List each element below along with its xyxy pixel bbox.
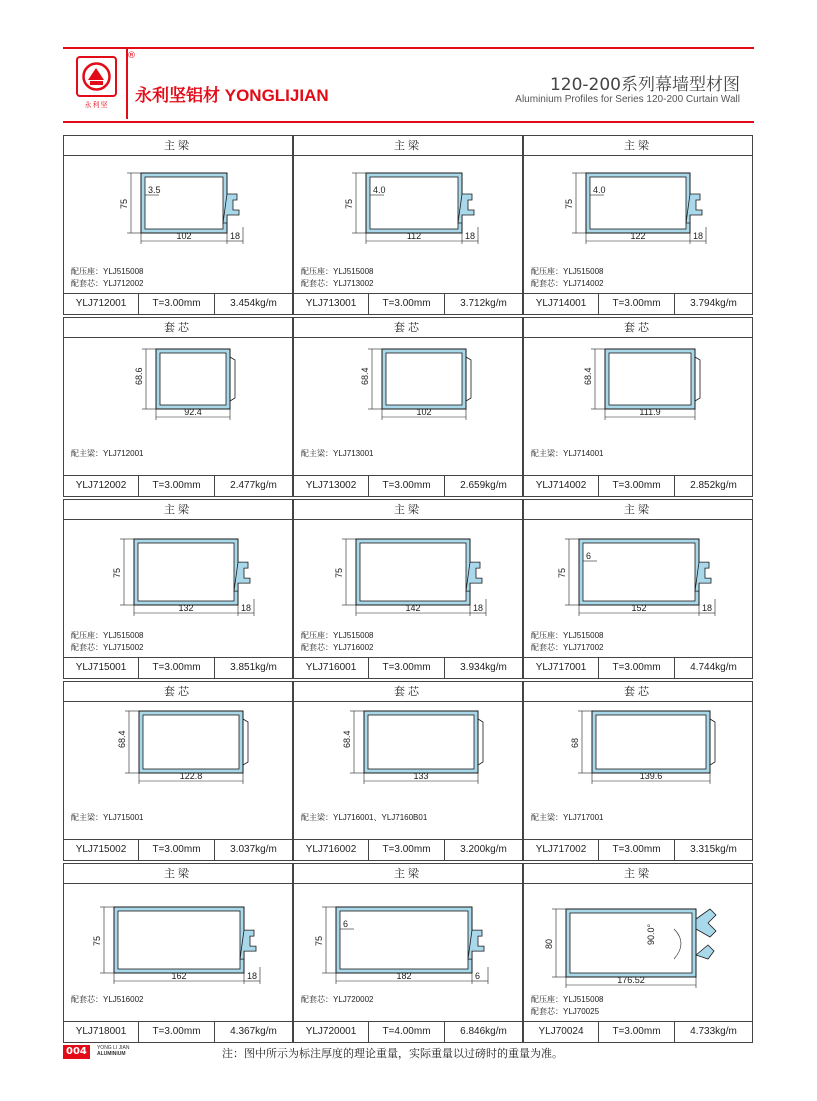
- spec-row: [294, 1021, 522, 1042]
- profile-thickness: T=3.00mm: [368, 294, 445, 314]
- profile-type: 套芯: [294, 682, 522, 702]
- dim-extension: 18: [230, 231, 241, 241]
- profile-note: 配套芯：YLJ717002: [531, 643, 604, 652]
- spec-row: [524, 475, 752, 496]
- profile-weight: 6.846kg/m: [460, 1026, 507, 1037]
- dim-height: 68.4: [360, 367, 370, 385]
- profile-type: 套芯: [294, 318, 522, 338]
- profile-card: [63, 499, 293, 679]
- profile-note: 配压座：YLJ515008: [71, 631, 144, 640]
- profile-thickness: T=3.00mm: [138, 658, 215, 678]
- dim-width: 111.9: [639, 407, 661, 417]
- profile-weight: 3.037kg/m: [230, 844, 277, 855]
- registered-mark: ®: [127, 51, 136, 61]
- dim-angle: 90.0°: [646, 923, 656, 945]
- dim-width: 102: [416, 407, 432, 417]
- profile-notes: [531, 994, 603, 1018]
- profile-card: [293, 499, 523, 679]
- profile-type: 主梁: [524, 500, 752, 520]
- profile-type: 主梁: [64, 500, 292, 520]
- profile-notes: [531, 266, 603, 290]
- profile-thickness: T=3.00mm: [138, 840, 215, 860]
- profile-inner: [609, 353, 691, 405]
- profile-note: 配套芯：YLJ516002: [71, 995, 144, 1004]
- profile-note: 配主梁：YLJ714001: [531, 449, 604, 458]
- spec-row: [64, 657, 292, 678]
- dim-height: 75: [557, 567, 567, 578]
- profile-note: 配主梁：YLJ715001: [71, 813, 144, 822]
- profile-notes: [71, 994, 143, 1006]
- profile-thickness: T=4.00mm: [368, 1022, 445, 1042]
- dim-width: 162: [171, 971, 187, 981]
- profile-weight: 4.733kg/m: [690, 1026, 737, 1037]
- profile-code: YLJ718001: [75, 1026, 127, 1037]
- profile-weight: 3.315kg/m: [690, 844, 737, 855]
- spec-row: [64, 293, 292, 314]
- profile-thickness: T=3.00mm: [598, 840, 675, 860]
- logo-block: [67, 49, 128, 119]
- profile-type: 主梁: [524, 864, 752, 884]
- profile-code: YLJ715002: [75, 844, 127, 855]
- profile-notes: [71, 630, 143, 654]
- dim-height: 75: [112, 567, 122, 578]
- profile-note: 配压座：YLJ515008: [531, 631, 604, 640]
- profile-note: 配套芯：YLJ713002: [301, 279, 374, 288]
- profile-weight: 2.852kg/m: [690, 480, 737, 491]
- footer-brand: [97, 1045, 130, 1057]
- footnote: 注：图中所示为标注厚度的理论重量，实际重量以过磅时的重量为准。: [222, 1047, 563, 1060]
- dim-extension: 18: [693, 231, 704, 241]
- profile-inner: [360, 543, 466, 601]
- dim-height: 80: [544, 938, 554, 949]
- spec-row: [294, 475, 522, 496]
- profile-weight: 2.659kg/m: [460, 480, 507, 491]
- profile-type: 主梁: [64, 136, 292, 156]
- dim-extension: 18: [702, 603, 713, 613]
- profile-notes: [301, 812, 427, 824]
- profile-inner: [138, 543, 234, 601]
- spec-row: [524, 657, 752, 678]
- dim-height: 75: [314, 935, 324, 946]
- profile-notes: [531, 812, 603, 824]
- dim-height: 68: [570, 737, 580, 748]
- spec-row: [64, 1021, 292, 1042]
- profile-weight: 3.934kg/m: [460, 662, 507, 673]
- profile-card: [293, 135, 523, 315]
- page-number-tag: [63, 1045, 129, 1059]
- profile-code: YLJ713001: [305, 298, 357, 309]
- profile-type: 主梁: [294, 864, 522, 884]
- dim-height: 68.4: [117, 730, 127, 748]
- profile-note: 配套芯：YLJ70025: [531, 1007, 600, 1016]
- brand-name-cn: 永利坚铝材: [135, 86, 220, 105]
- dim-width: 133: [413, 771, 429, 781]
- dim-height: 75: [119, 198, 129, 209]
- profile-core-lip: [695, 357, 700, 401]
- footer-brand-line1: YONG LI JIAN: [96, 1045, 130, 1051]
- profile-note: 配压座：YLJ515008: [531, 995, 604, 1004]
- dim-width: 142: [405, 603, 421, 613]
- brand-name-en: YONGLIJIAN: [224, 86, 329, 105]
- page-subtitle: Aluminium Profiles for Series 120-200 Curtain Wall: [515, 94, 740, 105]
- profile-thickness: T=3.00mm: [368, 476, 445, 496]
- profile-thickness: T=3.00mm: [598, 1022, 675, 1042]
- profile-code: YLJ712001: [75, 298, 127, 309]
- dim-width: 102: [176, 231, 192, 241]
- page-number: 004: [63, 1045, 90, 1059]
- profile-notes: [531, 630, 603, 654]
- profile-thickness: T=3.00mm: [138, 476, 215, 496]
- profile-card: [63, 317, 293, 497]
- profile-type: 套芯: [64, 318, 292, 338]
- dim-wall: 6: [343, 919, 349, 929]
- profile-card: [523, 317, 753, 497]
- dim-wall: 4.0: [593, 185, 606, 195]
- dim-height: 75: [334, 567, 344, 578]
- spec-row: [524, 293, 752, 314]
- profile-note: 配主梁：YLJ717001: [531, 813, 604, 822]
- profile-code: YLJ714002: [535, 480, 587, 491]
- profile-weight: 3.851kg/m: [230, 662, 277, 673]
- dim-height: 75: [92, 935, 102, 946]
- profile-code: YLJ716002: [305, 844, 357, 855]
- profile-core-lip: [478, 719, 483, 765]
- profile-thickness: T=3.00mm: [598, 294, 675, 314]
- dim-height: 68.4: [583, 367, 593, 385]
- profile-note: 配压座：YLJ515008: [71, 267, 144, 276]
- profile-code: YLJ712002: [75, 480, 127, 491]
- dim-extension: 18: [473, 603, 484, 613]
- dim-height: 68.6: [134, 367, 144, 385]
- dim-height: 75: [564, 198, 574, 209]
- logo-icon: [76, 56, 117, 97]
- dim-width: 182: [396, 971, 412, 981]
- dim-extension: 18: [241, 603, 252, 613]
- profile-notes: [301, 630, 373, 654]
- dim-width: 152: [631, 603, 647, 613]
- profile-inner: [368, 715, 474, 769]
- profile-note: 配套芯：YLJ715002: [71, 643, 144, 652]
- profile-thickness: T=3.00mm: [138, 294, 215, 314]
- profile-card: [523, 863, 753, 1043]
- profile-note: 配套芯：YLJ714002: [531, 279, 604, 288]
- logo-subtitle: 永利坚: [84, 101, 109, 109]
- page-header: [63, 47, 754, 123]
- profile-thickness: T=3.00mm: [368, 658, 445, 678]
- profile-angle-clip-lower: [696, 945, 714, 959]
- profile-note: 配主梁：YLJ713001: [301, 449, 374, 458]
- profile-weight: 3.794kg/m: [690, 298, 737, 309]
- dim-extension: 18: [247, 971, 258, 981]
- profile-card: [63, 863, 293, 1043]
- profile-inner: [583, 543, 695, 601]
- profile-note: 配主梁：YLJ712001: [71, 449, 144, 458]
- profile-code: YLJ717001: [535, 662, 587, 673]
- profile-core-lip: [466, 357, 471, 401]
- spec-row: [64, 475, 292, 496]
- profile-type: 套芯: [524, 682, 752, 702]
- profile-code: YLJ714001: [535, 298, 587, 309]
- profile-notes: [71, 266, 143, 290]
- dim-width: 176.52: [617, 975, 645, 985]
- profile-code: YLJ713002: [305, 480, 357, 491]
- profile-note: 配压座：YLJ515008: [301, 631, 374, 640]
- dim-wall: 6: [586, 551, 592, 561]
- profile-thickness: T=3.00mm: [598, 658, 675, 678]
- profile-note: 配套芯：YLJ712002: [71, 279, 144, 288]
- spec-row: [524, 1021, 752, 1042]
- profile-code: YLJ70024: [538, 1026, 584, 1037]
- profile-thickness: T=3.00mm: [138, 1022, 215, 1042]
- dim-height: 68.4: [342, 730, 352, 748]
- profile-inner: [143, 715, 239, 769]
- page-title: 120-200系列幕墙型材图: [549, 75, 740, 95]
- profile-notes: [71, 448, 143, 460]
- profile-weight: 3.712kg/m: [460, 298, 507, 309]
- profile-thickness: T=3.00mm: [598, 476, 675, 496]
- profile-note: 配套芯：YLJ716002: [301, 643, 374, 652]
- brand-name: [135, 81, 329, 106]
- profile-weight: 3.454kg/m: [230, 298, 277, 309]
- dim-width: 122: [630, 231, 646, 241]
- profile-inner: [386, 353, 462, 405]
- profile-note: 配主梁：YLJ716001、YLJ7160B01: [301, 813, 428, 822]
- profile-note: 配压座：YLJ515008: [301, 267, 374, 276]
- profile-code: YLJ717002: [535, 844, 587, 855]
- profile-inner: [570, 913, 692, 973]
- profile-type: 套芯: [64, 682, 292, 702]
- dim-width: 132: [178, 603, 194, 613]
- profile-code: YLJ716001: [305, 662, 357, 673]
- profile-core-lip: [243, 719, 248, 765]
- profile-card: [63, 681, 293, 861]
- dim-width: 139.6: [639, 771, 663, 781]
- footer-brand-line2: ALUMINIUM: [96, 1051, 126, 1057]
- spec-row: [524, 839, 752, 860]
- dim-wall: 3.5: [148, 185, 161, 195]
- profile-inner: [596, 715, 706, 769]
- dim-width: 112: [406, 231, 422, 241]
- profile-card: [293, 681, 523, 861]
- spec-row: [64, 839, 292, 860]
- spec-row: [294, 839, 522, 860]
- profile-notes: [301, 994, 373, 1006]
- profile-weight: 2.477kg/m: [230, 480, 277, 491]
- profile-inner: [118, 911, 240, 969]
- profile-type: 主梁: [524, 136, 752, 156]
- profile-inner: [340, 911, 468, 969]
- profile-type: 套芯: [524, 318, 752, 338]
- profile-card: [523, 499, 753, 679]
- profile-code: YLJ715001: [75, 662, 127, 673]
- spec-row: [294, 293, 522, 314]
- dim-wall: 4.0: [373, 185, 386, 195]
- profile-angle-clip: [696, 909, 716, 937]
- profile-weight: 4.744kg/m: [690, 662, 737, 673]
- dim-width: 122.8: [179, 771, 203, 781]
- profile-type: 主梁: [294, 136, 522, 156]
- dim-height: 75: [344, 198, 354, 209]
- profile-code: YLJ720001: [305, 1026, 357, 1037]
- profile-notes: [301, 266, 373, 290]
- dim-extension: 6: [475, 971, 481, 981]
- profile-card: [523, 135, 753, 315]
- profile-core-lip: [710, 719, 715, 765]
- dim-extension: 18: [465, 231, 476, 241]
- profile-weight: 3.200kg/m: [460, 844, 507, 855]
- profile-thickness: T=3.00mm: [368, 840, 445, 860]
- profile-inner: [160, 353, 226, 405]
- profile-card: [293, 317, 523, 497]
- profile-core-lip: [230, 357, 235, 401]
- dim-width: 92.4: [184, 407, 202, 417]
- profile-card: [523, 681, 753, 861]
- profile-type: 主梁: [294, 500, 522, 520]
- profile-type: 主梁: [64, 864, 292, 884]
- profile-weight: 4.367kg/m: [230, 1026, 277, 1037]
- spec-row: [294, 657, 522, 678]
- profile-card: [63, 135, 293, 315]
- profile-notes: [301, 448, 373, 460]
- profile-notes: [531, 448, 603, 460]
- profile-note: 配压座：YLJ515008: [531, 267, 604, 276]
- profile-card: [293, 863, 523, 1043]
- profile-note: 配套芯：YLJ720002: [301, 995, 374, 1004]
- profile-notes: [71, 812, 143, 824]
